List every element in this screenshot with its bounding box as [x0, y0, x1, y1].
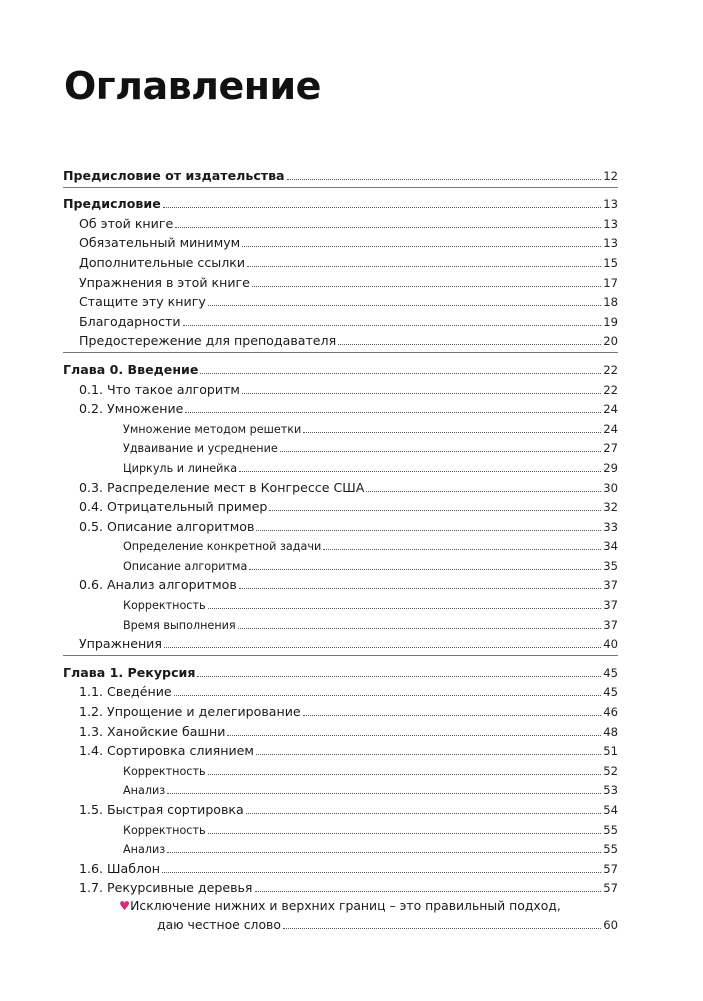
toc-entry-page: 54 [603, 803, 618, 817]
section-divider [63, 187, 618, 188]
toc-entry-page: 22 [603, 382, 618, 397]
toc-entry-label: 1.4. Сортировка слиянием [79, 743, 254, 759]
toc-subsection-row[interactable] [63, 818, 618, 838]
dot-leader [366, 491, 601, 492]
toc-entry-label: Умножение методом решетки [123, 422, 302, 436]
toc-entry-page: 48 [603, 724, 618, 739]
toc-entry-label: Циркуль и линейка [123, 461, 238, 475]
dot-leader [252, 286, 601, 287]
toc-section-row[interactable] [63, 232, 618, 252]
toc-section-row[interactable] [63, 700, 618, 720]
toc-entry-page: 34 [603, 539, 618, 554]
dot-leader [185, 412, 601, 413]
toc-section-row[interactable] [63, 310, 618, 330]
toc-entry-page: 37 [603, 598, 618, 613]
toc-entry-label: 0.3. Распределение мест в Конгрессе США [79, 479, 365, 495]
section-divider [63, 655, 618, 656]
toc-entry-label: 1.6. Шаблон [79, 860, 160, 876]
dot-leader [208, 774, 602, 775]
toc-section-row[interactable] [63, 720, 618, 740]
dot-leader [338, 344, 601, 345]
dot-leader [247, 266, 601, 267]
toc-entry-page: 40 [603, 637, 618, 652]
toc-subsection-row[interactable] [63, 437, 618, 457]
dot-leader [303, 715, 602, 716]
toc-subsection-row[interactable] [63, 896, 618, 913]
dot-leader [239, 588, 601, 589]
toc-entry-page: 33 [603, 519, 618, 534]
toc-entry-page: 57 [603, 881, 618, 896]
toc-subsection-row[interactable] [63, 554, 618, 574]
toc-entry-label: Время выполнения [123, 618, 236, 632]
toc-entry-label: Глава 0. Введение [63, 361, 199, 377]
toc-entry-label: Корректность [123, 764, 206, 778]
toc-entry-page: 55 [603, 822, 618, 837]
toc-entry-page: 18 [603, 295, 618, 310]
toc-entry-page: 53 [603, 783, 618, 798]
toc-entry-label: 1.7. Рекурсивные деревья [79, 880, 253, 896]
toc-subsection-row[interactable] [63, 535, 618, 555]
toc-section-row[interactable] [63, 857, 618, 877]
toc-entry-label: Упражнения [79, 636, 162, 652]
toc-section-row[interactable] [63, 633, 618, 653]
dot-leader [183, 325, 602, 326]
toc-entry-page: 19 [603, 314, 618, 329]
toc-entry-page: 12 [603, 168, 618, 183]
toc-subsection-row[interactable] [63, 456, 618, 476]
dot-leader [246, 813, 601, 814]
toc-entry-page: 32 [603, 500, 618, 515]
toc-entry-label: Анализ [123, 843, 166, 857]
toc-entry-page: 24 [603, 402, 618, 417]
toc-entry-label: Стащите эту книгу [79, 294, 206, 310]
toc-entry-label: 0.2. Умножение [79, 401, 184, 417]
toc-entry-label: Исключение нижних и верхних границ – это правильный подход, [130, 898, 561, 914]
toc-entry-page: 13 [603, 236, 618, 251]
toc-chapter-row[interactable] [63, 661, 618, 681]
toc-entry-label: 0.5. Описание алгоритмов [79, 518, 255, 534]
table-of-contents [63, 159, 618, 933]
toc-subsection-row[interactable] [63, 417, 618, 437]
dot-leader [175, 227, 601, 228]
toc-entry-page: 30 [603, 480, 618, 495]
toc-subsection-row[interactable] [63, 838, 618, 858]
toc-section-row[interactable] [63, 798, 618, 818]
dot-leader [256, 530, 601, 531]
toc-entry-page: 24 [603, 421, 618, 436]
toc-entry-label: Описание алгоритма [123, 559, 248, 573]
toc-entry-label: 1.1. Сведéние [79, 684, 172, 700]
dot-leader [269, 510, 601, 511]
dot-leader [238, 628, 602, 629]
toc-entry-label: 1.2. Упрощение и делегирование [79, 704, 301, 720]
toc-entry-label: Предисловие от издательства [63, 167, 285, 183]
toc-entry-page: 60 [603, 917, 618, 932]
toc-entry-label: 1.3. Ханойские башни [79, 723, 226, 739]
dot-leader [242, 393, 601, 394]
toc-entry-page: 46 [603, 705, 618, 720]
dot-leader [174, 695, 602, 696]
toc-entry-page: 52 [603, 763, 618, 778]
dot-leader [208, 305, 601, 306]
toc-entry-label: Определение конкретной задачи [123, 540, 322, 554]
dot-leader [162, 872, 601, 873]
toc-subsection-row[interactable] [63, 913, 618, 933]
toc-entry-page: 37 [603, 617, 618, 632]
toc-section-row[interactable] [63, 496, 618, 516]
dot-leader [256, 754, 601, 755]
toc-entry-label: Дополнительные ссылки [79, 254, 246, 270]
heart-icon: ♥ [119, 898, 131, 914]
toc-section-row[interactable] [63, 330, 618, 350]
dot-leader [239, 471, 601, 472]
toc-entry-label: 0.1. Что такое алгоритм [79, 381, 240, 397]
toc-subsection-row[interactable] [63, 759, 618, 779]
toc-entry-label: Анализ [123, 784, 166, 798]
toc-entry-label: Об этой книге [79, 215, 174, 231]
toc-subsection-row[interactable] [63, 613, 618, 633]
toc-entry-label: Глава 1. Рекурсия [63, 664, 196, 680]
toc-entry-label: Обязательный минимум [79, 235, 241, 251]
toc-entry-page: 55 [603, 842, 618, 857]
toc-chapter-row[interactable] [63, 164, 618, 184]
toc-subsection-row[interactable] [63, 779, 618, 799]
toc-entry-page: 15 [603, 255, 618, 270]
toc-chapter-row[interactable] [63, 358, 618, 378]
toc-entry-label: 0.4. Отрицательный пример [79, 499, 268, 515]
toc-entry-page: 17 [603, 275, 618, 290]
toc-section-row[interactable] [63, 398, 618, 418]
toc-section-row[interactable] [63, 212, 618, 232]
toc-section-row[interactable] [63, 574, 618, 594]
toc-entry-page: 13 [603, 216, 618, 231]
toc-section-row[interactable] [63, 877, 618, 897]
dot-leader [200, 373, 601, 374]
dot-leader [167, 852, 601, 853]
toc-entry-page: 35 [603, 558, 618, 573]
toc-entry-page: 45 [603, 685, 618, 700]
toc-entry-label: Предисловие [63, 196, 161, 212]
toc-entry-label: Удваивание и усреднение [123, 442, 278, 456]
toc-entry-page: 27 [603, 441, 618, 456]
toc-section-row[interactable] [63, 291, 618, 311]
toc-entry-label: Корректность [123, 599, 206, 613]
dot-leader [208, 833, 602, 834]
toc-entry-page: 37 [603, 578, 618, 593]
page-title: Оглавление [64, 64, 321, 108]
dot-leader [287, 179, 602, 180]
toc-section-row[interactable] [63, 476, 618, 496]
toc-entry-label: 1.5. Быстрая сортировка [79, 802, 244, 817]
toc-entry-page: 13 [603, 197, 618, 212]
toc-section-row[interactable] [63, 740, 618, 760]
dot-leader [164, 647, 601, 648]
dot-leader [167, 793, 601, 794]
section-divider [63, 352, 618, 353]
dot-leader [249, 569, 601, 570]
toc-entry-page: 57 [603, 861, 618, 876]
toc-section-row[interactable] [63, 251, 618, 271]
toc-section-row[interactable] [63, 378, 618, 398]
toc-section-row[interactable] [63, 271, 618, 291]
dot-leader [163, 207, 601, 208]
toc-section-row[interactable] [63, 515, 618, 535]
toc-entry-label: Благодарности [79, 313, 181, 329]
toc-entry-page: 20 [603, 334, 618, 349]
toc-entry-page: 22 [603, 362, 618, 377]
toc-entry-label: Корректность [123, 823, 206, 837]
dot-leader [242, 246, 601, 247]
toc-entry-label: Упражнения в этой книге [79, 274, 250, 290]
dot-leader [283, 928, 601, 929]
dot-leader [303, 432, 601, 433]
dot-leader [197, 676, 601, 677]
toc-entry-label: Предостережение для преподавателя [79, 333, 337, 349]
toc-entry-label: даю честное слово [157, 916, 281, 932]
dot-leader [208, 608, 602, 609]
toc-chapter-row[interactable] [63, 193, 618, 213]
dot-leader [323, 549, 601, 550]
toc-entry-page: 29 [603, 460, 618, 475]
toc-entry-label: 0.6. Анализ алгоритмов [79, 577, 237, 593]
toc-subsection-row[interactable] [63, 593, 618, 613]
toc-entry-page: 51 [603, 744, 618, 759]
toc-entry-page: 45 [603, 665, 618, 680]
dot-leader [255, 891, 602, 892]
dot-leader [227, 735, 601, 736]
dot-leader [280, 451, 602, 452]
toc-section-row[interactable] [63, 681, 618, 701]
